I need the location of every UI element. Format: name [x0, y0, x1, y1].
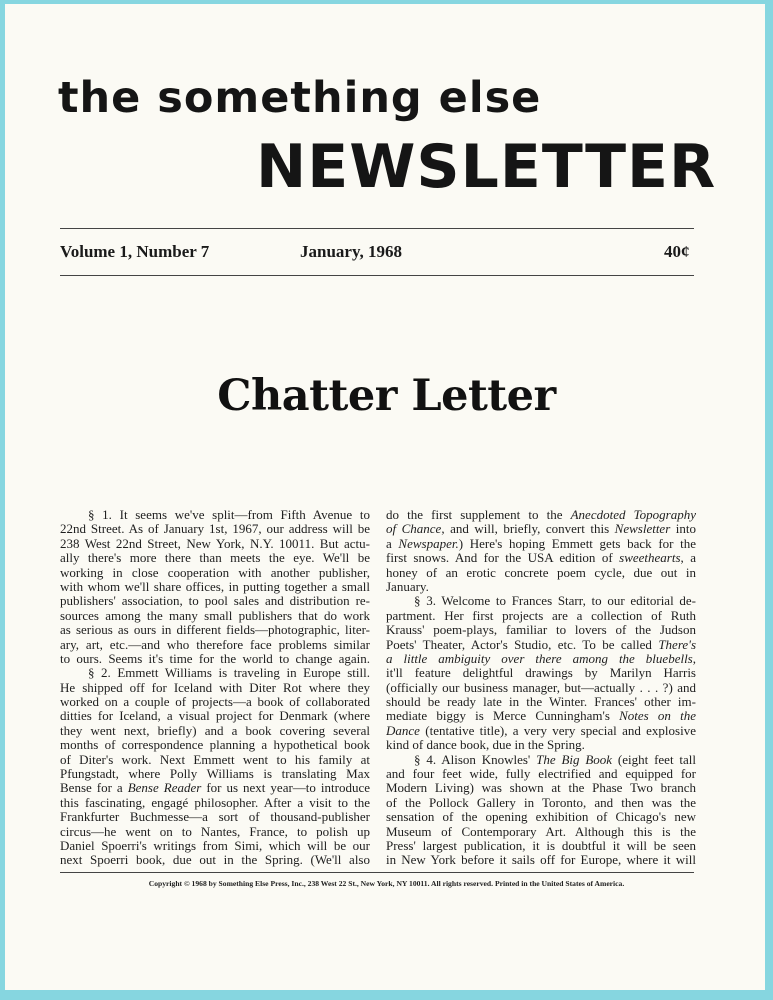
divider-bottom [60, 275, 694, 276]
text-segment: Museum of Contemporary Art. Although this is the [386, 824, 696, 839]
text-segment: § 4. Alison Knowles' [414, 752, 537, 767]
text-segment: (eight feet tall [612, 752, 696, 767]
text-segment: Krauss' poem-plays, familiar to lovers of the Judson [386, 623, 696, 638]
article-column-right [386, 508, 696, 868]
text-line [386, 508, 696, 522]
text-segment: ally there's more there than meets the eye. We'll be [60, 551, 370, 566]
text-segment: Pfungstadt, where Polly Williams is translating Max [60, 767, 370, 782]
text-segment: with whom we'll share offices, in putting together a small [60, 579, 370, 594]
text-segment: they went next, briefly) and a book covering several [60, 723, 370, 738]
text-line [386, 796, 696, 810]
text-line [386, 594, 696, 608]
text-segment: should be ready late in the Winter. Frances' other im- [386, 695, 696, 710]
text-line [60, 681, 370, 695]
text-line [60, 781, 370, 795]
text-segment: circus—he went on to Nantes, France, to polish up [60, 824, 370, 839]
text-line [60, 609, 370, 623]
text-segment: partment. Her first projects are a collection of Ruth [386, 608, 696, 623]
text-segment: a [386, 536, 399, 551]
text-line [60, 767, 370, 781]
issue-date: January, 1968 [300, 242, 403, 261]
masthead-line1: the something else [58, 73, 542, 123]
text-line [386, 781, 696, 795]
text-segment: (officially our business manager, but—actually . . . ?) and [386, 680, 696, 695]
text-line [386, 810, 696, 824]
text-line [386, 666, 696, 680]
text-line [386, 853, 696, 867]
footer-divider [60, 872, 694, 873]
italic-title: Dance [386, 723, 420, 738]
text-line [386, 580, 696, 594]
text-segment: of the Pollock Gallery in Toronto, and then was the [386, 795, 696, 810]
copyright-footer: Copyright © 1968 by Something Else Press, Inc., 238 West 22 St., New York, NY 10011. All rights reserved. Printed in the United States of America. [148, 879, 625, 888]
text-segment: § 3. Welcome to Frances Starr, to our editorial de- [414, 594, 696, 609]
text-segment: do the first supplement to the [386, 508, 571, 522]
text-line [386, 652, 696, 666]
text-segment: Press' largest publication, it is doubtful it will be seen [386, 838, 696, 853]
article-column-left [60, 508, 370, 868]
text-line [60, 623, 370, 637]
text-line [60, 580, 370, 594]
text-line [60, 594, 370, 608]
text-line [386, 753, 696, 767]
text-line [60, 652, 370, 666]
text-segment: of Diter's work. Next Emmett went to his family at [60, 752, 370, 767]
italic-title: Notes on the [619, 709, 696, 724]
text-segment: months of correspondence planning a hypothetical book [60, 738, 370, 753]
text-line [386, 638, 696, 652]
text-segment: sources among the many small publishers that do work [60, 608, 370, 623]
text-line [60, 796, 370, 810]
issue-price: 40¢ [664, 242, 690, 261]
italic-title: Anecdoted Topography [570, 508, 696, 522]
text-segment: for us next year—to introduce [201, 781, 370, 796]
text-line [60, 839, 370, 853]
text-segment: it'll feature delightful drawings by Marilyn Harris [386, 666, 696, 681]
text-segment: working in close cooperation with another publisher, [60, 565, 370, 580]
text-line [386, 724, 696, 738]
text-line [386, 537, 696, 551]
text-line [386, 551, 696, 565]
text-segment: kind of dance book, due in the Spring. [386, 738, 585, 753]
text-segment: , and will, briefly, convert this [441, 522, 615, 537]
italic-title: a little ambiguity over there among the bluebells [386, 651, 693, 666]
text-line [60, 825, 370, 839]
text-line [60, 738, 370, 752]
text-segment: ) Here's hoping Emmett gets back for the [458, 536, 696, 551]
text-segment: Frankfurter Buchmesse—a sort of thousand-publisher [60, 810, 370, 825]
text-segment: , a [680, 551, 696, 566]
text-segment: ary, art, etc.—and who therefore face problems similar [60, 637, 370, 652]
italic-title: There's [658, 637, 696, 652]
text-line [60, 810, 370, 824]
divider-top [60, 228, 694, 229]
text-line [386, 839, 696, 853]
text-segment: He shipped off for Iceland with Diter Rot where they [60, 680, 370, 695]
text-line [60, 666, 370, 680]
text-line [60, 695, 370, 709]
text-segment: January. [386, 579, 429, 594]
text-segment: next Spoerri book, due out in the Spring. (We'll also [60, 853, 370, 868]
text-line [60, 537, 370, 551]
text-segment: into [670, 522, 696, 537]
text-segment: 238 West 22nd Street, New York, N.Y. 10011. But actu- [60, 536, 370, 551]
headline: Chatter Letter [217, 371, 556, 421]
text-line [386, 767, 696, 781]
text-segment: honey of an erotic concrete poem cycle, due out in [386, 565, 696, 580]
text-segment: mediate biggy is Merce Cunningham's [386, 709, 620, 724]
text-segment: Poets' Theater, Actor's Studio, etc. To be called [386, 637, 659, 652]
italic-title: The Big Book [536, 752, 613, 767]
italic-title: Newspaper. [398, 536, 459, 551]
text-segment: (tentative title), a very very special and explosive [419, 723, 696, 738]
text-line [386, 681, 696, 695]
text-segment: § 2. Emmett Williams is traveling in Europe still. [88, 666, 370, 681]
text-line [60, 522, 370, 536]
text-segment: Daniel Spoerri's writings from Simi, which will be our [60, 838, 370, 853]
text-segment: , [692, 651, 696, 666]
italic-title: Newsletter [614, 522, 671, 537]
text-line [60, 566, 370, 580]
text-segment: first snows. And for the USA edition of [386, 551, 620, 566]
italic-title: Bense Reader [127, 781, 202, 796]
text-segment: 22nd Street. As of January 1st, 1967, our address will be [60, 522, 370, 537]
text-line [60, 709, 370, 723]
text-line [60, 724, 370, 738]
text-line [386, 522, 696, 536]
italic-title: of Chance [386, 522, 442, 537]
text-line [386, 738, 696, 752]
text-line [386, 623, 696, 637]
text-line [60, 551, 370, 565]
text-segment: Bense for a [60, 781, 128, 796]
text-line [60, 508, 370, 522]
text-line [386, 609, 696, 623]
text-segment: publishers' association, to pool sales and distribution re- [60, 594, 370, 609]
text-line [386, 825, 696, 839]
text-segment: in New York before it sails off for Europe, where it will [386, 853, 696, 868]
text-segment: worked on a couple of projects—a book of collaborated [60, 695, 370, 710]
issue-volume: Volume 1, Number 7 [60, 242, 210, 261]
text-segment: to ours. Seems it's time for the world to change again. [60, 651, 370, 666]
text-line [386, 566, 696, 580]
text-line [386, 709, 696, 723]
text-segment: as serious as ours in different fields—photographic, liter- [60, 623, 370, 638]
text-line [60, 753, 370, 767]
italic-title: sweethearts [619, 551, 681, 566]
text-segment: sensation of the opening exhibition of Chicago's new [386, 810, 696, 825]
masthead-title: NEWSLETTER [256, 132, 717, 202]
text-segment: Modern Living) was shown at the Phase Two branch [386, 781, 696, 796]
text-line [386, 695, 696, 709]
text-segment: this fascinating, engagé philosopher. After a visit to the [60, 795, 370, 810]
text-line [60, 638, 370, 652]
text-segment: § 1. It seems we've split—from Fifth Avenue to [88, 508, 370, 522]
text-line [60, 853, 370, 867]
text-segment: ditties for Iceland, a visual project for Denmark (where [60, 709, 370, 724]
text-segment: and four feet wide, fully electrified and equipped for [386, 767, 696, 782]
